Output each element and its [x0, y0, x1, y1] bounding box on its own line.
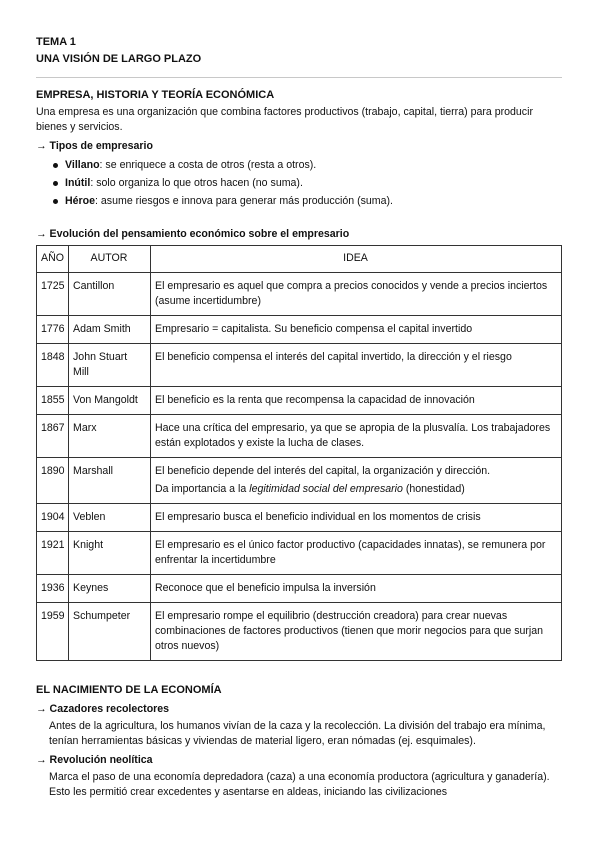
cell-idea: El empresario es aquel que compra a precios conocidos y vende a precios inciertos (asume incertidumbre) [151, 273, 562, 316]
cell-year: 1855 [37, 387, 69, 415]
table-row [37, 415, 562, 458]
document-subtitle: UNA VISIÓN DE LARGO PLAZO [36, 53, 202, 65]
cell-author: Von Mangoldt [69, 387, 151, 415]
header-idea: IDEA [151, 246, 562, 273]
cell-year: 1848 [37, 344, 69, 387]
cell-year: 1867 [37, 415, 69, 458]
idea-text: Da importancia a la [155, 483, 250, 495]
cell-idea: El beneficio es la renta que recompensa la capacidad de innovación [151, 387, 562, 415]
cell-year: 1959 [37, 603, 69, 661]
type-term: Inútil [65, 177, 91, 189]
cell-idea: El empresario busca el beneficio individual en los momentos de crisis [151, 504, 562, 532]
sub-heading-cazadores: → Cazadores recolectores [36, 703, 170, 715]
cell-author: Marshall [69, 458, 151, 504]
table-row [37, 532, 562, 575]
evolution-table [36, 245, 562, 661]
cell-idea: Hace una crítica del empresario, ya que se apropia de la plusvalía. Los trabajadores están explotados y existe la lucha de clases. [151, 415, 562, 458]
cell-idea: Reconoce que el beneficio impulsa la inversión [151, 575, 562, 603]
type-term: Héroe [65, 195, 96, 207]
cell-author: Veblen [69, 504, 151, 532]
cell-author: Cantillon [69, 273, 151, 316]
cell-idea: Empresario = capitalista. Su beneficio compensa el capital invertido [151, 316, 562, 344]
horizontal-divider [36, 77, 562, 78]
idea-emphasis: legitimidad social del empresario [249, 483, 403, 495]
idea-line: El beneficio depende del interés del capital, la organización y dirección. [155, 465, 491, 477]
header-year: AÑO [37, 246, 69, 273]
sub-heading-neolitica: → Revolución neolítica [36, 754, 153, 766]
cell-year: 1936 [37, 575, 69, 603]
table-row [37, 387, 562, 415]
table-row [37, 575, 562, 603]
cazadores-paragraph: Antes de la agricultura, los humanos vivían de la caza y la recolección. La división del trabajo era mínima, tenían herramientas básicas y viviendas de material ligero, eran nómadas (ej. esquimales). [49, 720, 546, 747]
cell-year: 1776 [37, 316, 69, 344]
document-title: TEMA 1 [36, 36, 76, 48]
types-heading: → Tipos de empresario [36, 140, 153, 152]
cell-year: 1904 [37, 504, 69, 532]
cell-author: Keynes [69, 575, 151, 603]
header-author: AUTOR [69, 246, 151, 273]
table-row [37, 344, 562, 387]
neolitica-paragraph: Marca el paso de una economía depredadora (caza) a una economía productora (agricultura y ganadería). Esto les permitió crear excedentes y asentarse en aldeas, iniciando las civilizaciones [49, 771, 550, 798]
idea-text: (honestidad) [402, 483, 465, 495]
intro-paragraph: Una empresa es una organización que combina factores productivos (trabajo, capital, tierra) para producir bienes y servicios. [36, 106, 533, 133]
section-heading-nacimiento: EL NACIMIENTO DE LA ECONOMÍA [36, 684, 222, 696]
idea-line [155, 482, 556, 497]
table-row [37, 273, 562, 316]
list-item [53, 174, 562, 192]
document-page [36, 34, 562, 800]
type-desc: : solo organiza lo que otros hacen (no suma). [90, 177, 303, 189]
types-list [36, 156, 562, 210]
list-item [53, 156, 562, 174]
cell-idea: El empresario es el único factor productivo (capacidades innatas), se remunera por enfrentar la incertidumbre [151, 532, 562, 575]
cell-year: 1921 [37, 532, 69, 575]
table-header-row [37, 246, 562, 273]
table-row [37, 603, 562, 661]
table-row [37, 316, 562, 344]
type-desc: : se enriquece a costa de otros (resta a otros). [99, 159, 317, 171]
cell-author: Adam Smith [69, 316, 151, 344]
cell-author: Marx [69, 415, 151, 458]
cell-idea: El empresario rompe el equilibrio (destrucción creadora) para crear nuevas combinaciones de factores productivos (tienen que morir negocios para que surjan otros nuevos) [151, 603, 562, 661]
table-row [37, 458, 562, 504]
cell-author: Schumpeter [69, 603, 151, 661]
type-desc: : asume riesgos e innova para generar más producción (suma). [95, 195, 393, 207]
table-heading: → Evolución del pensamiento económico sobre el empresario [36, 228, 350, 240]
cell-author: John Stuart Mill [69, 344, 151, 387]
cell-year: 1725 [37, 273, 69, 316]
cell-year: 1890 [37, 458, 69, 504]
list-item [53, 192, 562, 210]
cell-idea [151, 458, 562, 504]
cell-author: Knight [69, 532, 151, 575]
cell-idea: El beneficio compensa el interés del capital invertido, la dirección y el riesgo [151, 344, 562, 387]
section-heading-empresa: EMPRESA, HISTORIA Y TEORÍA ECONÓMICA [36, 89, 275, 101]
table-row [37, 504, 562, 532]
type-term: Villano [65, 159, 100, 171]
